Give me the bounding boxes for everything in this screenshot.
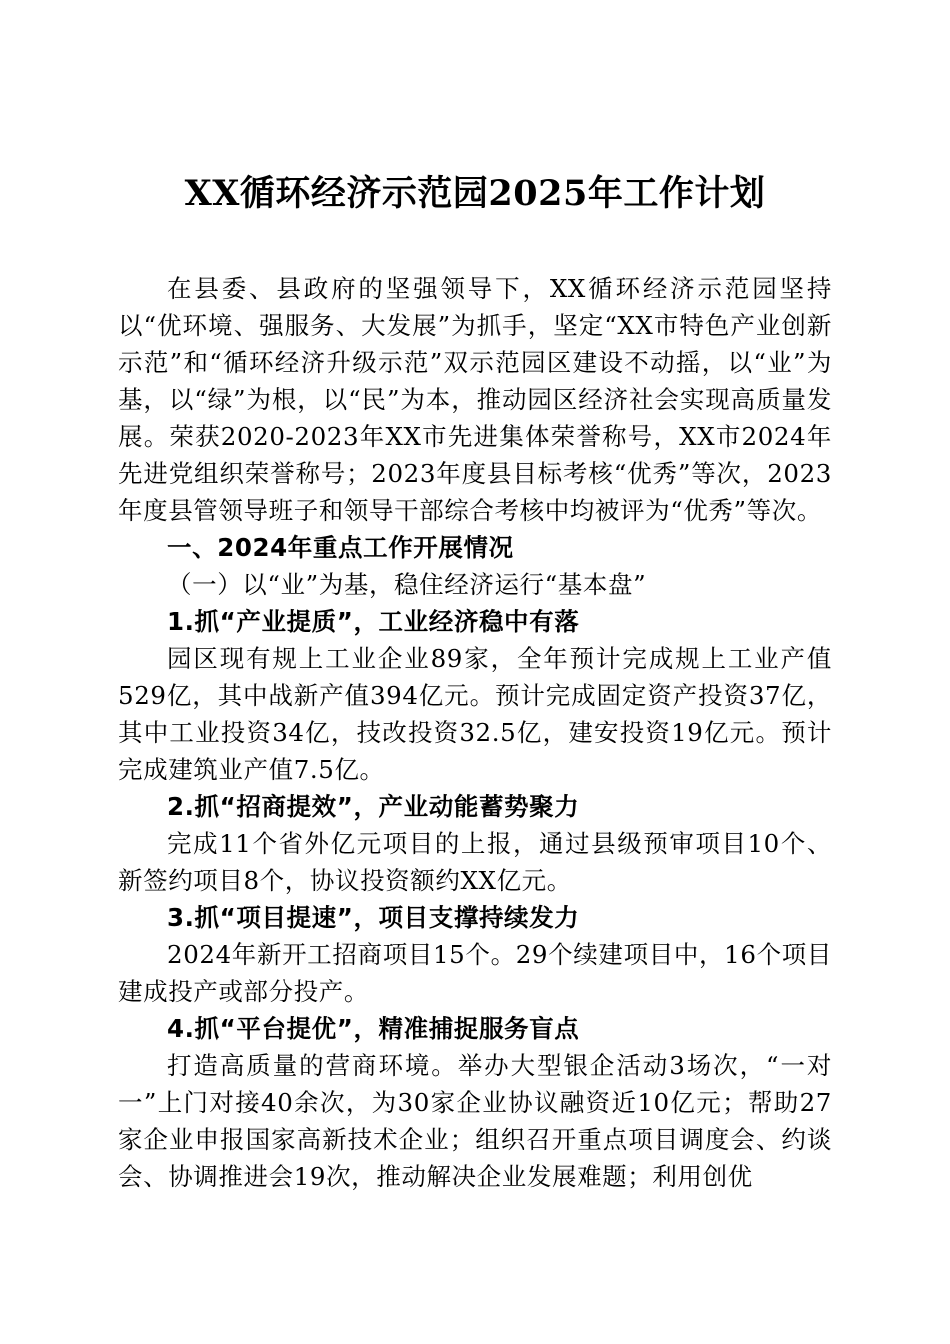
- subsection-heading-1: （一）以“业”为基，稳住经济运行“基本盘”: [167, 570, 647, 599]
- item-paragraph-1: 园区现有规上工业企业89家，全年预计完成规上工业产值529亿，其中战新产值394亿元。预计完成固定资产投资37亿，其中工业投资34亿，技改投资32.5亿，建安投资19亿元。预计完成建筑业产值7.5亿。: [118, 644, 832, 784]
- item-paragraph-4: 打造高质量的营商环境。举办大型银企活动3场次，“一对一”上门对接40余次，为30家企业协议融资近10亿元；帮助27家企业申报国家高新技术企业；组织召开重点项目调度会、约谈会、协调推进会19次，推动解决企业发展难题；利用创优: [118, 1051, 832, 1191]
- item-heading-3: 3.抓“项目提速”，项目支撑持续发力: [167, 903, 580, 932]
- item-heading-1: 1.抓“产业提质”，工业经济稳中有落: [167, 607, 580, 636]
- item-heading-4: 4.抓“平台提优”，精准捕捉服务盲点: [167, 1014, 580, 1043]
- item-paragraph-3: 2024年新开工招商项目15个。29个续建项目中，16个项目建成投产或部分投产。: [118, 940, 832, 1006]
- item-paragraph-2: 完成11个省外亿元项目的上报，通过县级预审项目10个、新签约项目8个，协议投资额约XX亿元。: [118, 829, 832, 895]
- intro-paragraph: 在县委、县政府的坚强领导下，XX循环经济示范园坚持以“优环境、强服务、大发展”为抓手，坚定“XX市特色产业创新示范”和“循环经济升级示范”双示范园区建设不动摇，以“业”为基，以“绿”为根，以“民”为本，推动园区经济社会实现高质量发展。荣获2020-2023年XX市先进集体荣誉称号，XX市2024年先进党组织荣誉称号；2023年度县目标考核“优秀”等次，2023年度县管领导班子和领导干部综合考核中均被评为“优秀”等次。: [118, 274, 832, 525]
- item-heading-2: 2.抓“招商提效”，产业动能蓄势聚力: [167, 792, 580, 821]
- section-heading-1: 一、2024年重点工作开展情况: [167, 533, 514, 562]
- document-title: XX循环经济示范园2025年工作计划: [184, 173, 766, 214]
